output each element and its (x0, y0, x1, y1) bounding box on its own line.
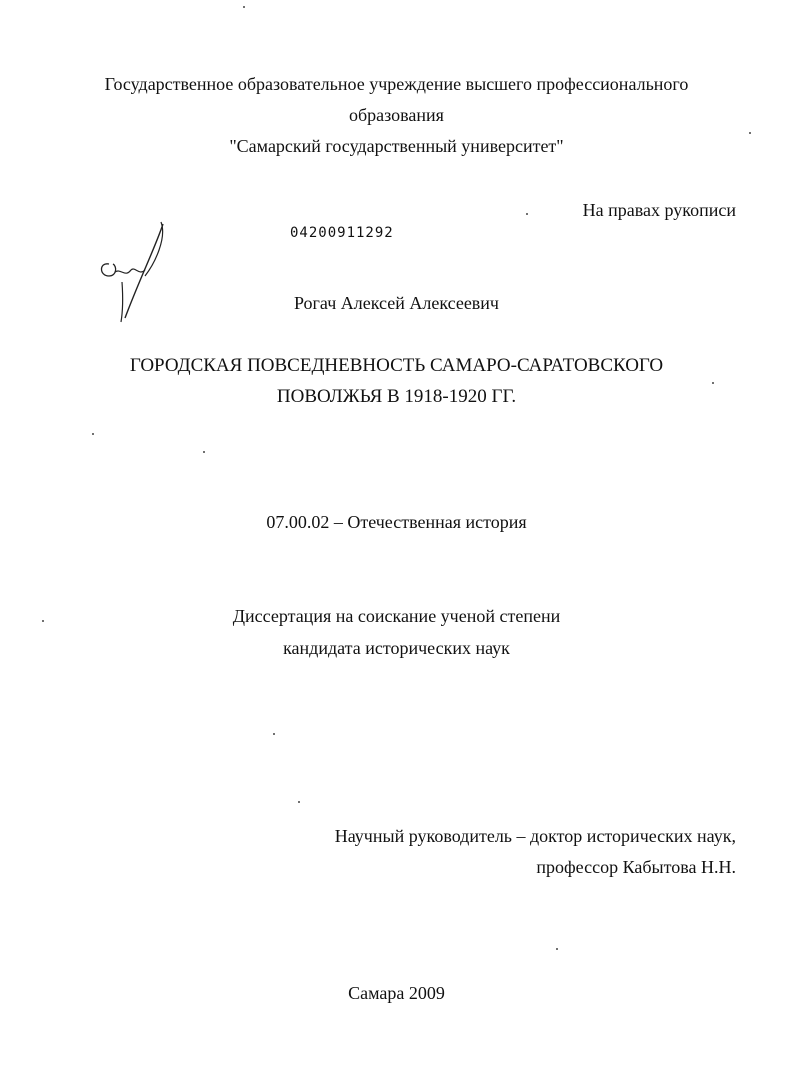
scan-speck (273, 733, 275, 735)
supervisor-line-2: профессор Кабытова Н.Н. (536, 857, 736, 877)
institution-line-3: "Самарский государственный университет" (229, 136, 564, 156)
author-name: Рогач Алексей Алексеевич (293, 293, 499, 313)
manuscript-note: На правах рукописи (582, 200, 736, 220)
scan-speck (298, 801, 300, 803)
scan-speck (42, 620, 44, 622)
scan-speck (243, 6, 245, 8)
specialty-code: 07.00.02 – Отечественная история (266, 512, 527, 532)
title-line-1: ГОРОДСКАЯ ПОВСЕДНЕВНОСТЬ САМАРО-САРАТОВСКОГО (129, 355, 664, 376)
scan-speck (203, 451, 205, 453)
title-line-2: ПОВОЛЖЬЯ В 1918-1920 ГГ. (276, 386, 517, 407)
registration-number: 04200911292 (290, 225, 394, 241)
scan-speck (749, 132, 751, 134)
institution-line-1: Государственное образовательное учреждение высшего профессионального (104, 74, 689, 94)
scan-speck (556, 948, 558, 950)
dissertation-line-2: кандидата исторических наук (283, 638, 510, 658)
scan-speck (526, 213, 528, 215)
scan-speck (712, 382, 714, 384)
place-year: Самара 2009 (348, 983, 445, 1003)
institution-line-2: образования (349, 105, 444, 125)
dissertation-line-1: Диссертация на соискание ученой степени (232, 606, 561, 626)
supervisor-line-1: Научный руководитель – доктор исторических наук, (334, 826, 736, 846)
scan-speck (92, 433, 94, 435)
